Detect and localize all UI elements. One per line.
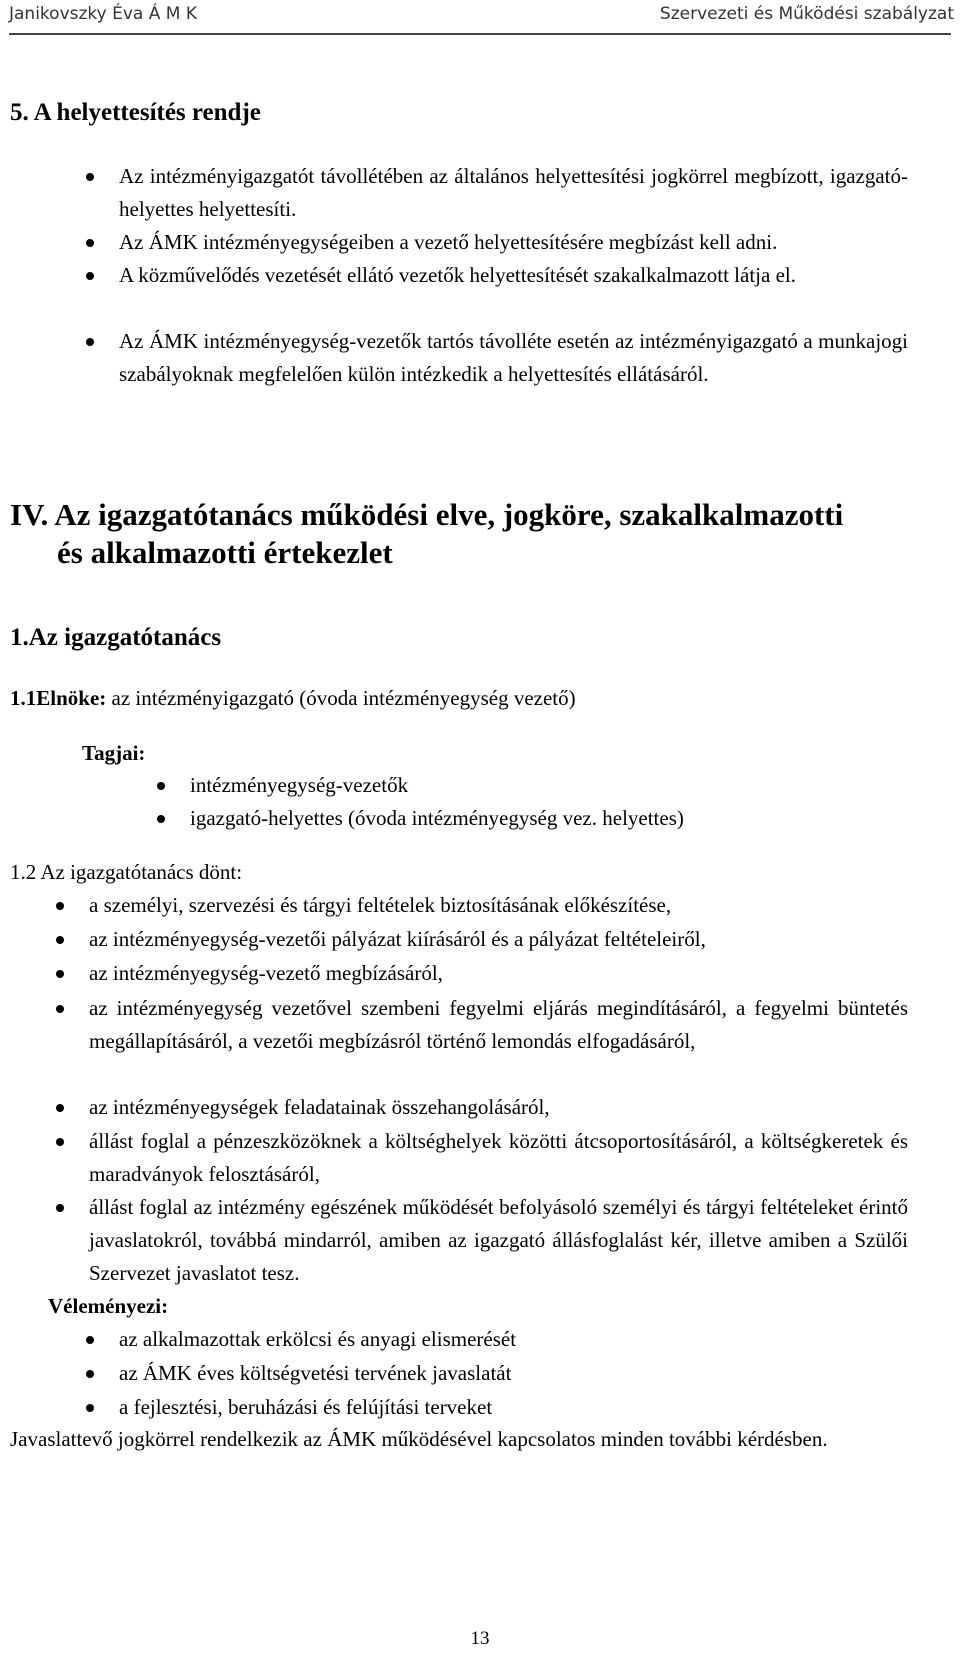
velemenyezi-label: Véleményezi: [48,1294,169,1318]
elnok-label: 1.1Elnöke: [10,686,107,710]
bullet-icon [56,1005,64,1013]
section-5-item-1: Az intézményigazgatót távollétében az általános helyettesítési jogkörrel megbízott, igazgató-helyettes helyettesíti. [119,164,908,221]
bullet-icon [56,1204,64,1212]
closing-paragraph: Javaslattevő jogkörrel rendelkezik az ÁMK működésével kapcsolatos minden további kérdésben. [10,1427,828,1451]
bullet-icon [56,970,64,978]
dont-item-2: az intézményegység-vezetői pályázat kiírásáról és a pályázat feltételeiről, [89,927,706,951]
subsection-1-title: 1.Az igazgatótanács [10,624,222,651]
section-5-item-4: Az ÁMK intézményegység-vezetők tartós távolléte esetén az intézményigazgató a munkajogi szabályoknak megfelelően külön intézkedik a helyettesítés ellátásáról. [119,329,908,386]
elnok-line [10,682,910,715]
chapter-4-title-line-1: IV. Az igazgatótanács működési elve, jogköre, szakalkalmazotti [10,497,844,532]
chapter-4-title-line-2: és alkalmazotti értekezlet [57,535,393,570]
bullet-icon [56,902,64,910]
section-5-item-2: Az ÁMK intézményegységeiben a vezető helyettesítésére megbízást kell adni. [119,230,778,254]
tagjai-item-2: igazgató-helyettes (óvoda intézményegység vez. helyettes) [190,806,684,830]
page-header [0,0,960,38]
section-5-item-3: A közművelődés vezetését ellátó vezetők helyettesítését szakalkalmazott látja el. [119,263,796,287]
bullet-icon [56,1138,64,1146]
header-author: Janikovszky Éva Á M K [9,4,197,24]
dont-item-6: állást foglal a pénzeszközöknek a költséghelyek közötti átcsoportosításáról, a költségkeretek és maradványok felosztásáról, [89,1129,908,1186]
tagjai-label: Tagjai: [82,741,146,765]
tagjai-item-1: intézményegység-vezetők [190,773,409,797]
elnok-text: az intézményigazgató (óvoda intézményegység vezető) [106,686,576,710]
bullet-icon [157,815,165,823]
velemeny-item-1: az alkalmazottak erkölcsi és anyagi elismerését [119,1327,517,1351]
bullet-icon [86,272,94,280]
bullet-icon [86,173,94,181]
bullet-icon [86,1404,94,1412]
bullet-icon [86,239,94,247]
dont-item-3: az intézményegység-vezető megbízásáról, [89,961,443,985]
header-rule [9,33,951,35]
dont-item-4: az intézményegység vezetővel szembeni fegyelmi eljárás megindításáról, a fegyelmi büntetés megállapításáról, a vezetői megbízásról történő lemondás elfogadásáról, [89,996,908,1053]
velemeny-item-3: a fejlesztési, beruházási és felújítási terveket [119,1395,493,1419]
dont-item-5: az intézményegységek feladatainak összehangolásáról, [89,1095,550,1119]
dont-item-7: állást foglal az intézmény egészének működését befolyásoló személyi és tárgyi feltételeket érintő javaslatokról, továbbá mindarról, amiben az igazgató állásfoglalást kér, illetve amiben a Szülői Szervezet javaslatot tesz. [89,1195,908,1285]
dont-item-1: a személyi, szervezési és tárgyi feltételek biztosításának előkészítése, [89,893,672,917]
bullet-icon [86,1336,94,1344]
bullet-icon [56,1104,64,1112]
bullet-icon [56,936,64,944]
velemeny-item-2: az ÁMK éves költségvetési tervének javaslatát [119,1361,512,1385]
page-number: 13 [470,1628,490,1649]
bullet-icon [157,782,165,790]
bullet-icon [86,338,94,346]
section-5-title: 5. A helyettesítés rendje [10,99,261,126]
subsection-1-2-title: 1.2 Az igazgatótanács dönt: [10,860,243,884]
header-doc-title: Szervezeti és Működési szabályzat [659,4,954,24]
bullet-icon [86,1370,94,1378]
